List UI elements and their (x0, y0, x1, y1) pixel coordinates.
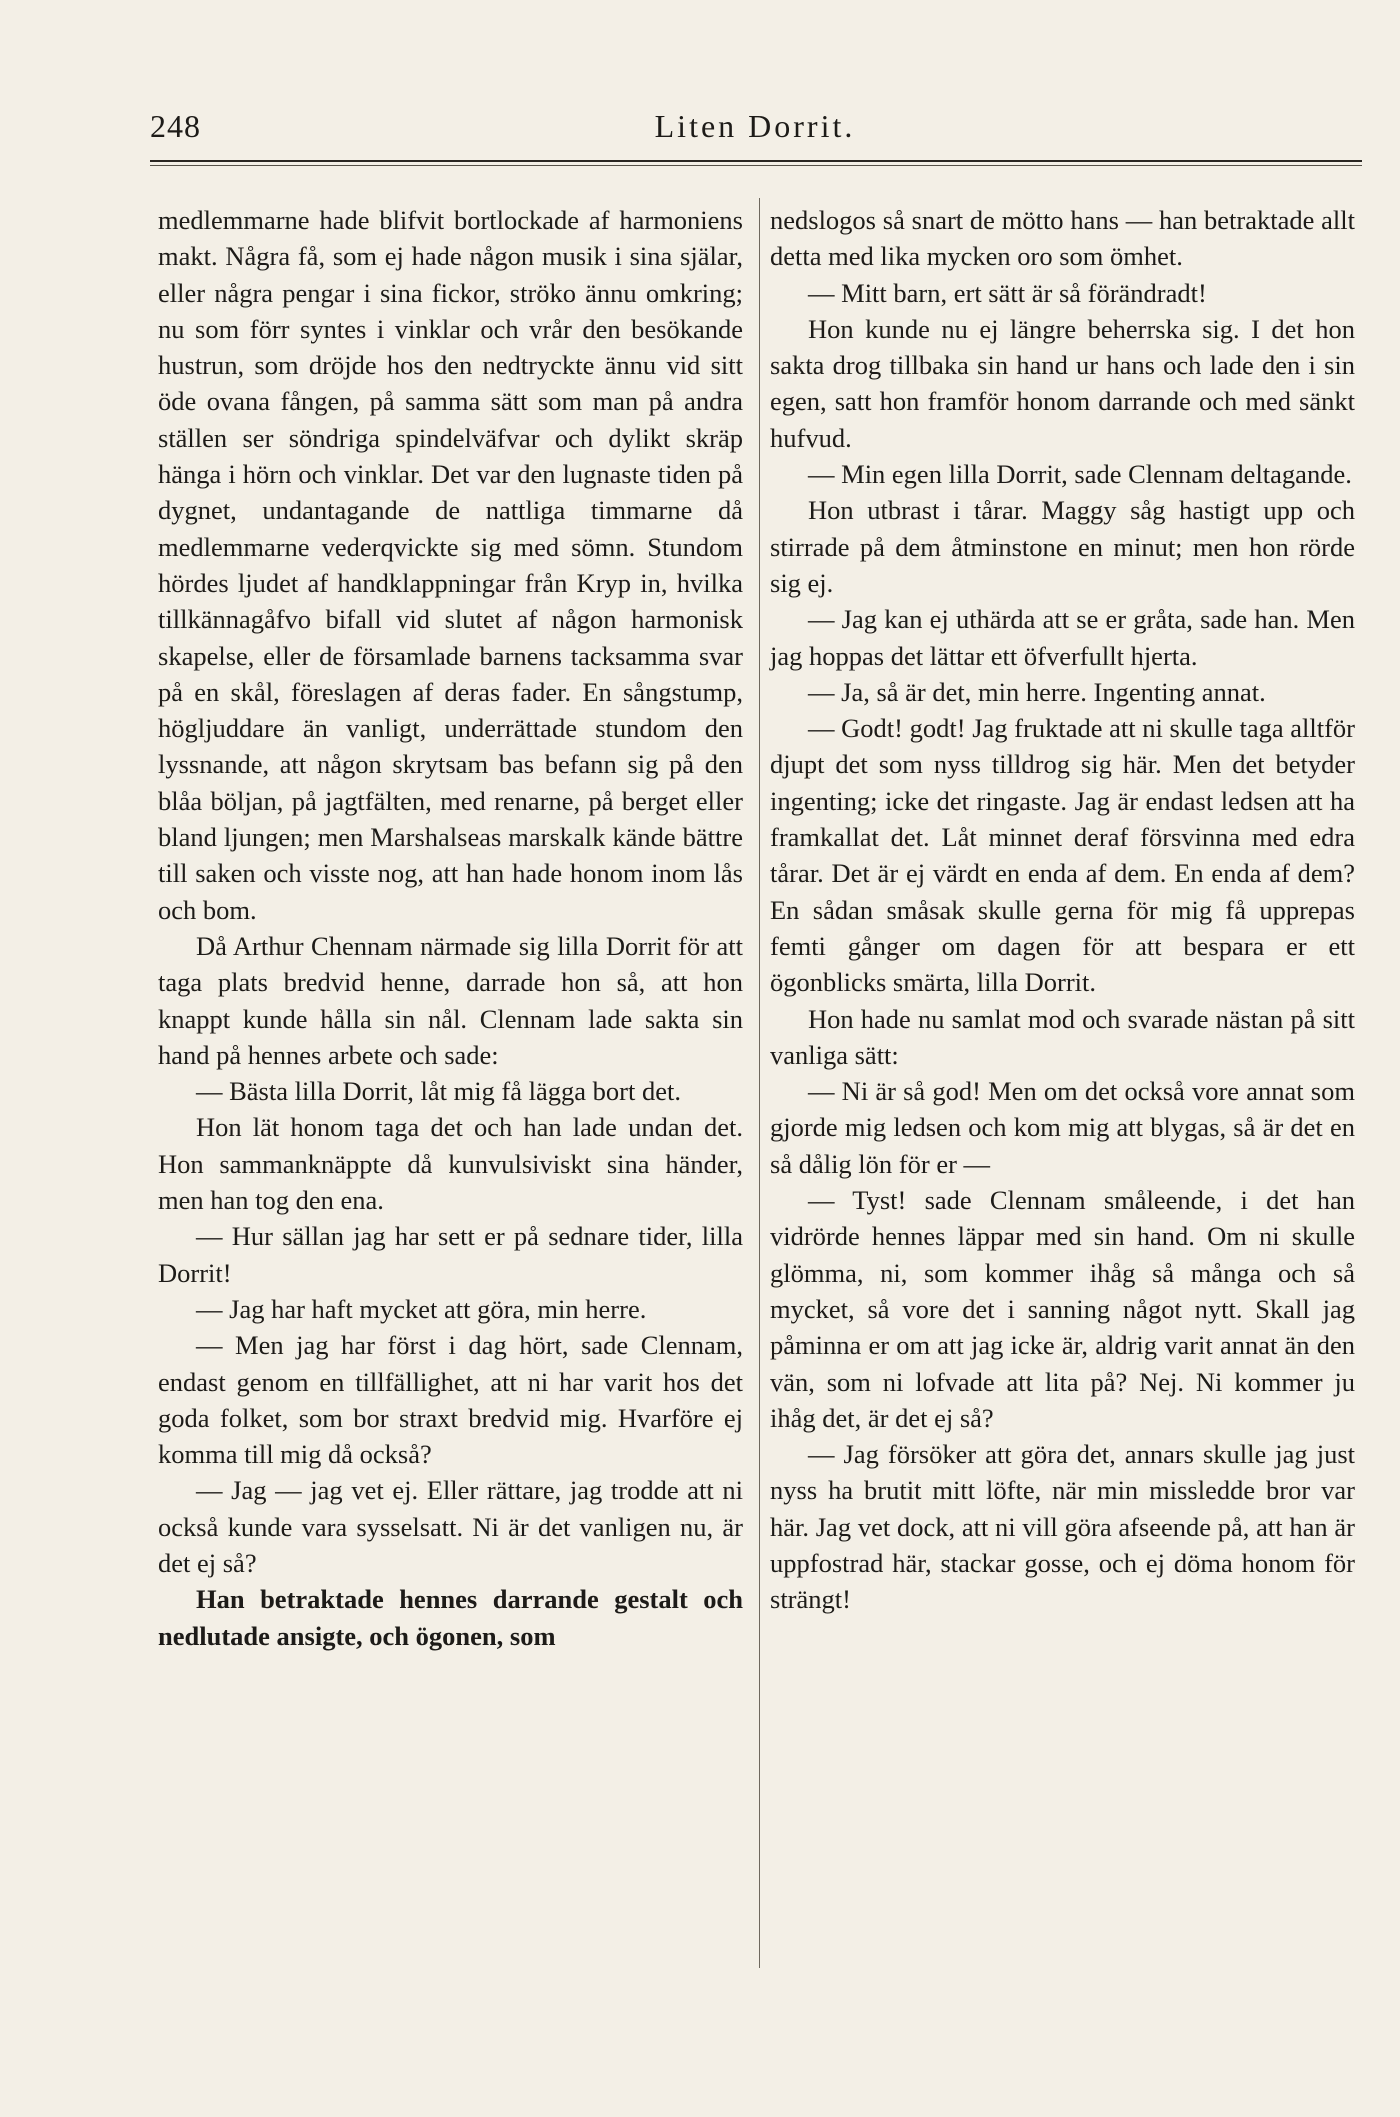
paragraph: medlemmarne hade blifvit bortlockade af harmoniens makt. Några få, som ej hade någon musik i sina själar, eller några pengar i sina fickor, ströko ännu omkring; nu som förr syntes i vinklar och vrår den besökande hustrun, som dröjde hos den nedtryckte ännu vid sitt öde ovana fången, på samma sätt som man på andra ställen ser söndriga spindelväfvar och dylikt skräp hänga i hörn och vinklar. Det var den lugnaste tiden på dygnet, undantagande de nattliga timmarne då medlemmarne vederqvickte sig med sömn. Stundom hördes ljudet af handklappningar från Kryp in, hvilka tillkännagåfvo bifall vid slutet af någon harmonisk skapelse, eller de församlade barnens tacksamma svar på en skål, föreslagen af deras fader. En sångstump, högljuddare än vanligt, underrättade stundom den lyssnande, att någon skrytsam bas befann sig på den blåa böljan, på jagtfälten, med renarne, på berget eller bland ljungen; men Marshalseas marskalk kände bättre till saken och visste nog, att han hade honom inom lås och bom. (158, 205, 743, 925)
paragraph: — Jag försöker att göra det, annars skulle jag just nyss ha brutit mitt löfte, när min missledde bror var här. Jag vet dock, att ni vill göra afseende på, att han är uppfostrad här, stackar gosse, och ej döma honom för strängt! (770, 1439, 1355, 1615)
paragraph: Hon utbrast i tårar. Maggy såg hastigt upp och stirrade på dem åtminstone en minut; men hon rörde sig ej. (770, 495, 1355, 598)
paragraph: nedslogos så snart de mötto hans — han betraktade allt detta med lika mycken oro som ömhet. (770, 205, 1355, 272)
paragraph: — Hur sällan jag har sett er på sednare tider, lilla Dorrit! (158, 1221, 743, 1288)
paragraph: — Jag — jag vet ej. Eller rättare, jag trodde att ni också kunde vara sysselsatt. Ni är det vanligen nu, är det ej så? (158, 1475, 743, 1578)
paragraph: — Tyst! sade Clennam småleende, i det han vidrörde hennes läppar med sin hand. Om ni skulle glömma, ni, som kommer ihåg så många och så mycket, så vore det i sanning något nytt. Skall jag påminna er om att jag icke är, aldrig varit annat än den vän, som ni lofvade att lita på? Nej. Ni kommer ju ihåg det, är det ej så? (770, 1185, 1355, 1433)
page-number: 248 (150, 108, 201, 144)
paragraph: — Bästa lilla Dorrit, låt mig få lägga bort det. (196, 1076, 681, 1107)
running-title: Liten Dorrit. (654, 108, 856, 144)
paragraph: Hon kunde nu ej längre beherrska sig. I det hon sakta drog tillbaka sin hand ur hans och lade den i sin egen, satt hon framför honom darrande och med sänkt hufvud. (770, 313, 1355, 453)
header-rule-thin (150, 165, 1362, 166)
paragraph: — Jag har haft mycket att göra, min herre. (196, 1293, 647, 1324)
header-rule (150, 160, 1362, 162)
column-divider (759, 198, 760, 1968)
paragraph: — Mitt barn, ert sätt är så förändradt! (808, 277, 1207, 308)
paragraph: — Godt! godt! Jag fruktade att ni skulle taga alltför djupt det som nyss tilldrog sig här. Men det betyder ingenting; icke det ringaste. Jag är endast ledsen att ha framkallat det. Låt minnet deraf försvinna med edra tårar. Det är ej värdt en enda af dem. En enda af dem? En sådan småsak skulle gerna för mig få upprepas femti gånger om dagen för att bespara er ett ögonblicks smärta, lilla Dorrit. (770, 713, 1355, 998)
right-column (770, 202, 1355, 1618)
paragraph: — Men jag har först i dag hört, sade Clennam, endast genom en tillfällighet, att ni har varit hos det goda folket, som bor straxt bredvid mig. Hvarföre ej komma till mig då också? (158, 1330, 743, 1470)
paragraph: — Ja, så är det, min herre. Ingenting annat. (808, 676, 1266, 707)
paragraph: Då Arthur Chennam närmade sig lilla Dorrit för att taga plats bredvid henne, darrade hon så, att hon knappt kunde hålla sin nål. Clennam lade sakta sin hand på hennes arbete och sade: (158, 930, 743, 1070)
paragraph: — Ni är så god! Men om det också vore annat som gjorde mig ledsen och kom mig att blygas, så är det en så dålig lön för er — (770, 1076, 1355, 1179)
paragraph: Hon lät honom taga det och han lade undan det. Hon sammanknäppte då kunvulsiviskt sina händer, men han tog den ena. (158, 1112, 743, 1216)
paragraph: — Jag kan ej uthärda att se er gråta, sade han. Men jag hoppas det lättar ett öfverfullt hjerta. (770, 604, 1355, 671)
paragraph: Han betraktade hennes darrande gestalt och nedlutade ansigte, och ögonen, som (158, 1584, 743, 1651)
paragraph: — Min egen lilla Dorrit, sade Clennam deltagande. (808, 459, 1352, 490)
left-column (158, 202, 743, 1654)
paragraph: Hon hade nu samlat mod och svarade nästan på sitt vanliga sätt: (770, 1003, 1355, 1070)
page-header (150, 108, 1360, 152)
